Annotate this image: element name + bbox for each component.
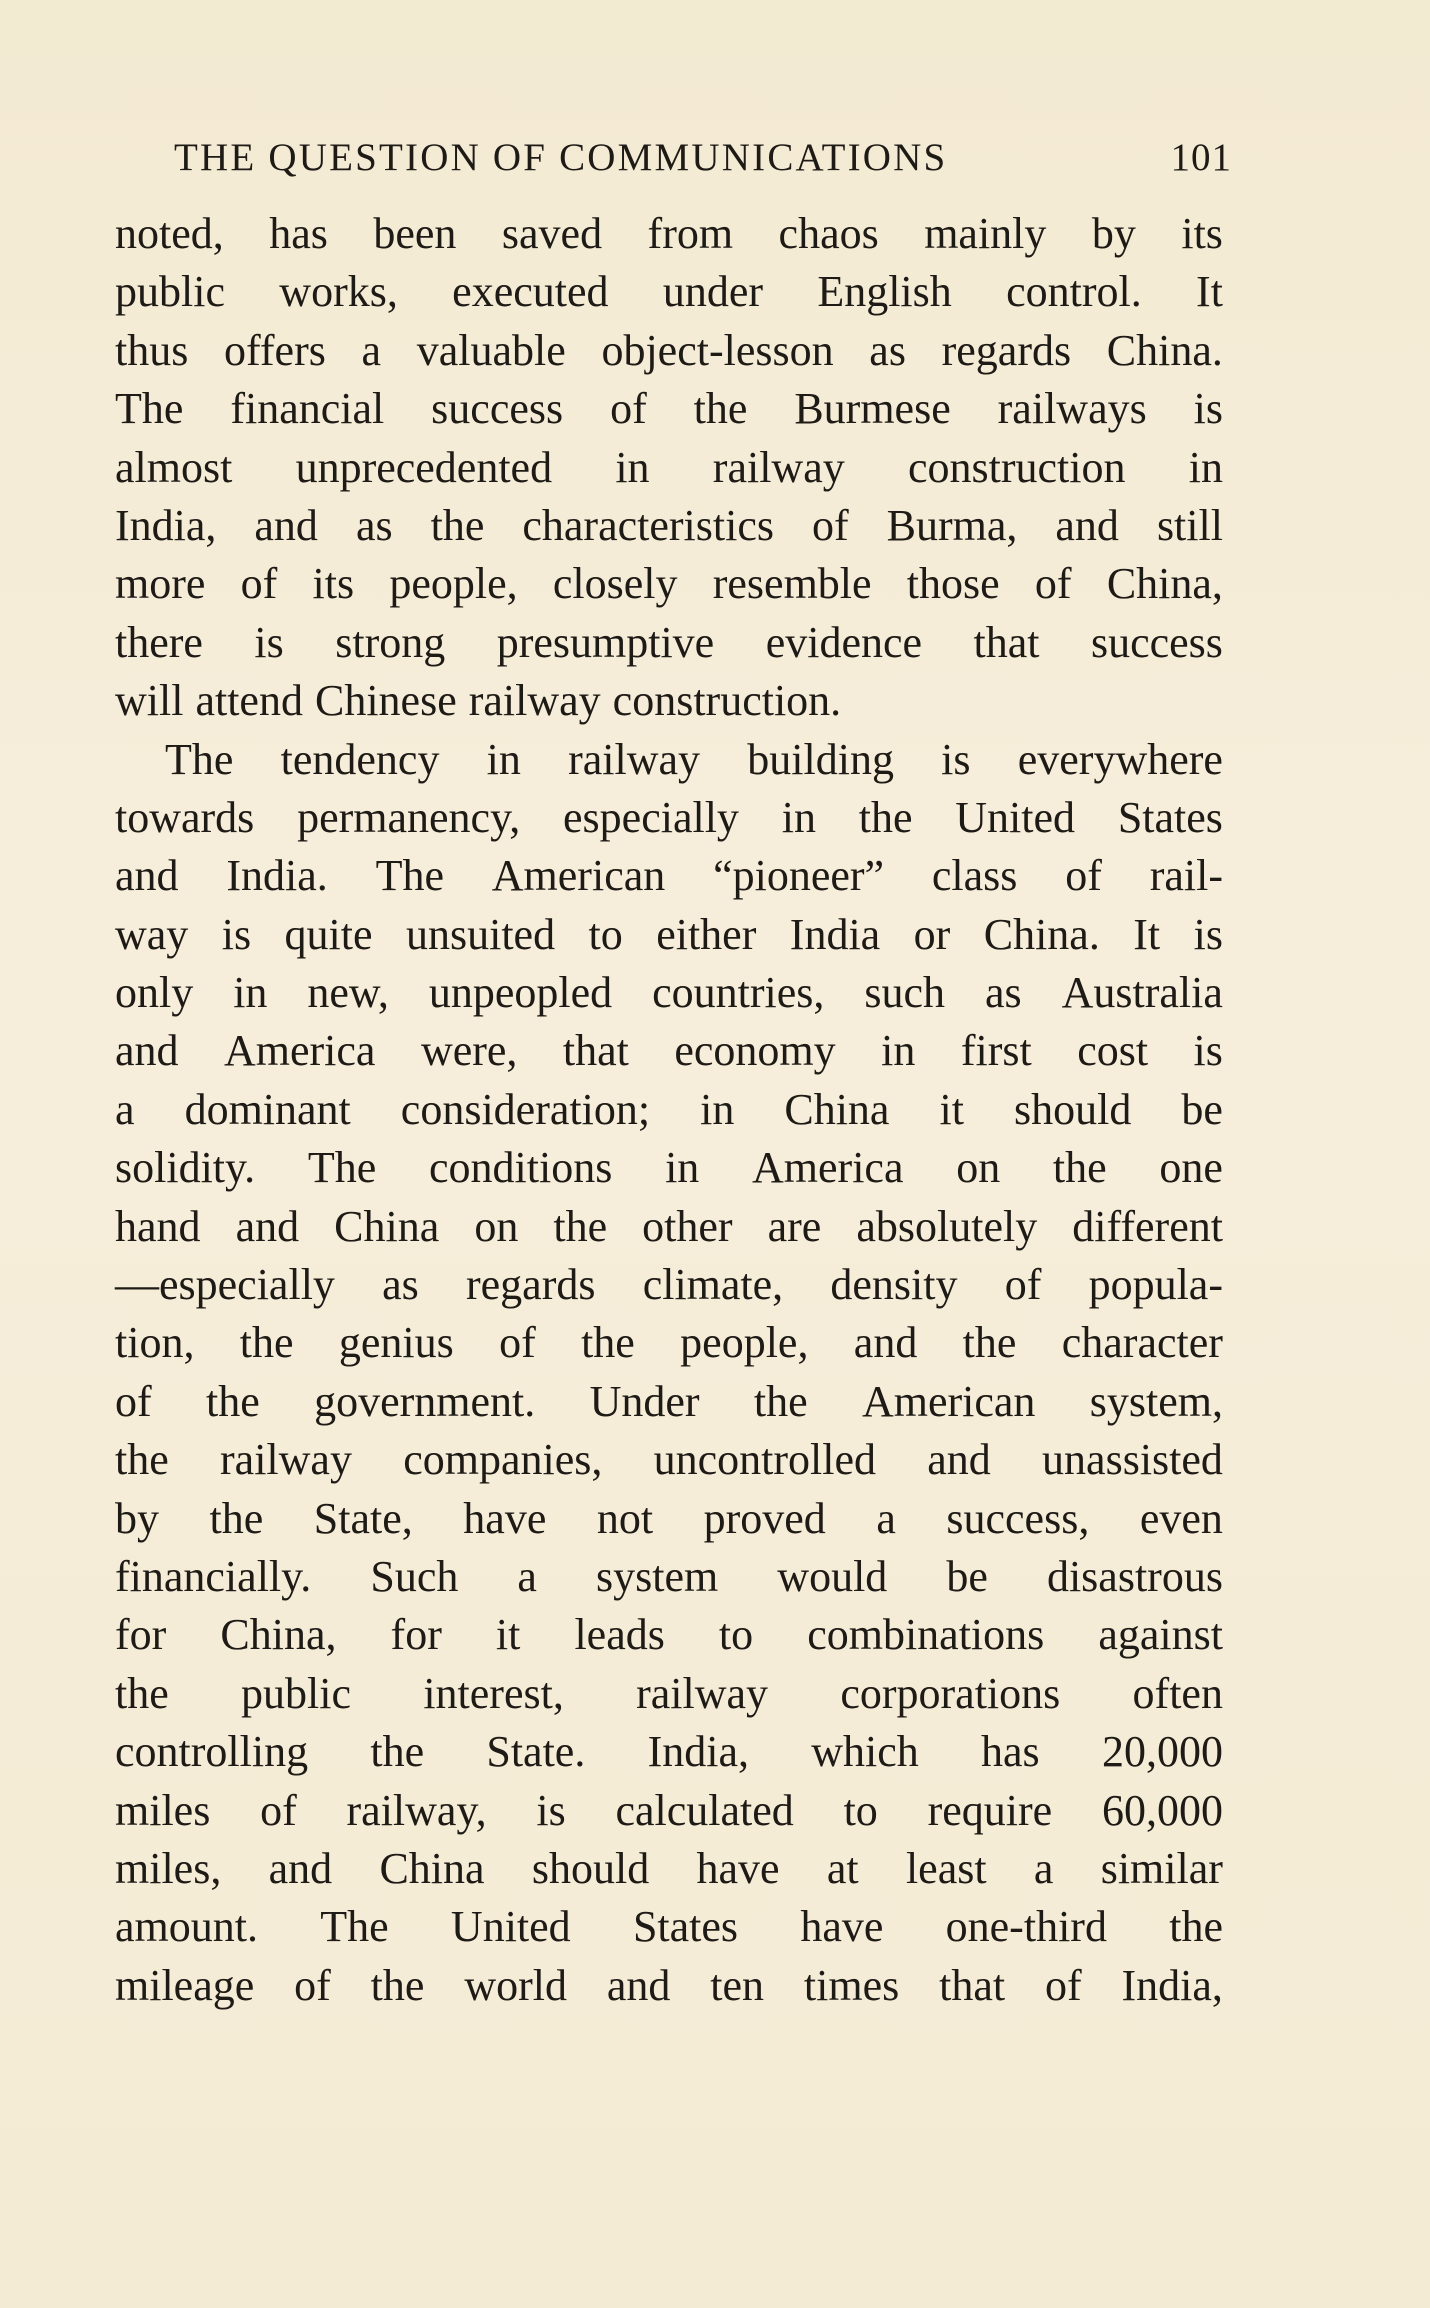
word: tendency [280, 734, 440, 784]
word: economy [674, 1026, 836, 1076]
word: is [536, 1785, 566, 1835]
word: China, [1106, 559, 1223, 609]
word: and [115, 1026, 179, 1076]
word: chaos [778, 209, 879, 258]
word: be [1181, 1084, 1223, 1134]
word: climate, [642, 1260, 784, 1310]
word: from [647, 209, 734, 258]
word: as [984, 968, 1022, 1018]
word: were, [420, 1026, 518, 1076]
word: should [531, 1843, 650, 1893]
word: China. [1106, 325, 1223, 375]
word: India, [1121, 1960, 1223, 2010]
word: it [495, 1610, 521, 1660]
word: the [430, 500, 485, 550]
word: calculated [615, 1785, 794, 1835]
word: dominant [184, 1084, 351, 1134]
word: Burma, [886, 500, 1018, 550]
word: It [1196, 267, 1223, 317]
word: of [610, 384, 647, 434]
word: railways [997, 384, 1147, 434]
text-line [115, 1723, 1223, 1781]
text-line [115, 731, 1223, 789]
word: controlling [115, 1727, 309, 1777]
word: such [864, 968, 946, 1018]
text-line [115, 1782, 1223, 1840]
word: the [693, 384, 748, 434]
word: India. [226, 851, 328, 901]
word: India [789, 909, 881, 959]
word: a [1033, 1843, 1054, 1893]
word: hand [115, 1201, 201, 1251]
word: on [474, 1201, 519, 1251]
word: evidence [765, 617, 923, 667]
word: The [115, 384, 184, 434]
word: of [499, 1318, 536, 1368]
word: one-third [945, 1902, 1107, 1952]
word: is [1193, 909, 1223, 959]
word: the [753, 1376, 808, 1426]
word: similar [1100, 1843, 1223, 1893]
word: financially. [115, 1551, 312, 1601]
word: The [165, 734, 234, 784]
word: mainly [924, 209, 1047, 258]
word: everywhere [1017, 734, 1223, 784]
word: by [115, 1493, 159, 1543]
word: which [811, 1727, 919, 1777]
word: of [115, 1376, 152, 1426]
text-line [115, 1898, 1223, 1956]
word: and [235, 1201, 300, 1251]
word: and [853, 1318, 918, 1368]
word: absolutely [856, 1201, 1038, 1251]
word: American [491, 851, 666, 901]
word: will [115, 676, 184, 726]
text-line [115, 906, 1223, 964]
word: construction. [612, 676, 842, 726]
word: India, [115, 500, 217, 550]
word: not [596, 1493, 654, 1543]
word: one [1159, 1143, 1223, 1193]
word: America [752, 1143, 904, 1193]
word: against [1098, 1610, 1223, 1660]
word: only [115, 968, 194, 1018]
text-line [115, 1081, 1223, 1139]
word: the [370, 1960, 425, 2010]
word: regards [941, 325, 1072, 375]
word: China. [983, 909, 1100, 959]
text-line [115, 1022, 1223, 1080]
word: at [826, 1843, 859, 1893]
word: valuable [416, 325, 566, 375]
word: either [656, 909, 757, 959]
word: in [233, 968, 268, 1018]
word: India, [647, 1727, 749, 1777]
word: miles [115, 1785, 211, 1835]
word: building [747, 734, 894, 784]
word: under [662, 267, 764, 317]
word: United [450, 1902, 571, 1952]
word: by [1091, 209, 1136, 258]
word: success [431, 384, 564, 434]
text-line [115, 1314, 1223, 1372]
word: Burmese [794, 384, 951, 434]
word: works, [279, 267, 398, 317]
word: of [1065, 851, 1102, 901]
word: closely [552, 559, 678, 609]
word: financial [230, 384, 385, 434]
word: of [811, 500, 849, 550]
word: strong [335, 617, 446, 667]
word: and [254, 500, 318, 550]
word: “pioneer” [713, 851, 885, 901]
word: is [221, 909, 252, 959]
word: Under [589, 1376, 700, 1426]
word: the [205, 1376, 260, 1426]
word: new, [307, 968, 389, 1018]
text-line [115, 1548, 1223, 1606]
text-line [115, 263, 1223, 321]
text-line [115, 497, 1223, 555]
text-line [115, 1139, 1223, 1197]
word: corporations [840, 1668, 1061, 1718]
word: genius [338, 1318, 454, 1368]
word: for [115, 1610, 167, 1660]
word: have [800, 1902, 884, 1952]
word: of [294, 1960, 331, 2010]
word: rail- [1149, 851, 1223, 901]
word: combinations [807, 1610, 1045, 1660]
running-head [174, 128, 1232, 188]
word: uncontrolled [653, 1435, 877, 1485]
word: people, [389, 559, 518, 609]
word: railway [468, 676, 601, 726]
word: have [696, 1843, 780, 1893]
word: conditions [429, 1143, 613, 1193]
word: unprecedented [295, 442, 553, 492]
word: are [767, 1201, 822, 1251]
word: is [1193, 384, 1223, 434]
word: unpeopled [428, 968, 613, 1018]
text-line [115, 847, 1223, 905]
word: cost [1077, 1026, 1149, 1076]
word: way [115, 909, 189, 959]
word: leads [574, 1610, 665, 1660]
word: it [939, 1084, 964, 1134]
chapter-title: THE QUESTION OF COMMUNICATIONS [174, 136, 948, 179]
word: 60,000 [1101, 1785, 1223, 1835]
word: is [254, 617, 284, 667]
word: or [913, 909, 951, 959]
word: towards [115, 792, 255, 842]
word: of [240, 559, 278, 609]
word: American [861, 1376, 1036, 1426]
word: noted, [115, 209, 224, 258]
word: to [588, 909, 623, 959]
text-line [115, 1490, 1223, 1548]
word: Australia [1061, 968, 1223, 1018]
word: United [955, 792, 1076, 842]
text-line [115, 1665, 1223, 1723]
word: The [320, 1902, 389, 1952]
word: first [960, 1026, 1032, 1076]
word: object-lesson [601, 325, 834, 375]
word: 20,000 [1101, 1727, 1223, 1777]
word: should [1013, 1084, 1132, 1134]
text-line [115, 1606, 1223, 1664]
word: popula- [1088, 1260, 1223, 1310]
word: railway [568, 734, 701, 784]
word: The [375, 851, 444, 901]
word: ten [710, 1960, 765, 2010]
word: and [1055, 500, 1119, 550]
word: the [1052, 1143, 1107, 1193]
word: that [562, 1026, 629, 1076]
word: English [817, 267, 952, 317]
word: has [269, 209, 328, 258]
word: Chinese [314, 676, 457, 726]
word: mileage [115, 1960, 255, 2010]
word: railway, [346, 1785, 487, 1835]
word: character [1061, 1318, 1223, 1368]
word: different [1072, 1201, 1223, 1251]
text-line [115, 555, 1223, 613]
word: and [927, 1435, 991, 1485]
word: those [906, 559, 1000, 609]
word: its [1181, 209, 1223, 258]
word: America [224, 1026, 376, 1076]
text-line [115, 672, 1223, 730]
word: government. [314, 1376, 536, 1426]
word: and [606, 1960, 671, 2010]
word: least [905, 1843, 987, 1893]
word: a [115, 1084, 135, 1134]
word: Such [370, 1551, 459, 1601]
word: quite [284, 909, 373, 959]
word: China [334, 1201, 440, 1251]
text-line [115, 1373, 1223, 1431]
word: in [781, 792, 816, 842]
word: It [1133, 909, 1161, 959]
word: States [632, 1902, 739, 1952]
word: the [115, 1435, 169, 1485]
word: a [361, 325, 382, 375]
word: to [718, 1610, 754, 1660]
word: almost [115, 442, 233, 492]
word: State, [313, 1493, 413, 1543]
word: control. [1006, 267, 1142, 317]
word: for [390, 1610, 442, 1660]
word: thus [115, 325, 189, 375]
text-line [115, 1957, 1223, 2015]
word: amount. [115, 1902, 258, 1952]
word: executed [452, 267, 609, 317]
body-text [115, 205, 1223, 2015]
word: in [1188, 442, 1223, 492]
word: that [973, 617, 1040, 667]
word: saved [501, 209, 603, 258]
word: The [307, 1143, 377, 1193]
word: solidity. [115, 1143, 256, 1193]
text-line [115, 205, 1223, 263]
word: the [370, 1727, 425, 1777]
word: in [486, 734, 521, 784]
word: the [115, 1668, 169, 1718]
word: of [1004, 1260, 1042, 1310]
word: public [115, 267, 225, 317]
word: system, [1089, 1376, 1223, 1426]
word: regards [465, 1260, 596, 1310]
text-line [115, 439, 1223, 497]
word: and [268, 1843, 333, 1893]
text-line [115, 1431, 1223, 1489]
word: countries, [652, 968, 825, 1018]
word: —especially [115, 1260, 335, 1310]
word: a [517, 1551, 537, 1601]
word: China [784, 1084, 890, 1134]
text-line [115, 1198, 1223, 1256]
word: in [615, 442, 650, 492]
word: and [115, 851, 179, 901]
word: as [869, 325, 906, 375]
word: unassisted [1042, 1435, 1223, 1485]
word: tion, [115, 1318, 195, 1368]
word: China [379, 1843, 485, 1893]
word: is [1193, 1026, 1223, 1076]
word: in [665, 1143, 700, 1193]
word: unsuited [405, 909, 556, 959]
word: been [373, 209, 457, 258]
word: in [881, 1026, 916, 1076]
word: attend [195, 676, 303, 726]
word: interest, [423, 1668, 564, 1718]
word: of [1034, 559, 1072, 609]
word: be [946, 1551, 988, 1601]
word: times [803, 1960, 900, 2010]
word: as [355, 500, 393, 550]
word: that [939, 1960, 1006, 2010]
word: the [962, 1318, 1017, 1368]
word: the [553, 1201, 608, 1251]
word: would [777, 1551, 888, 1601]
word: other [642, 1201, 733, 1251]
word: often [1132, 1668, 1223, 1718]
word: presumptive [496, 617, 715, 667]
word: is [941, 734, 971, 784]
text-line [115, 964, 1223, 1022]
word: as [382, 1260, 419, 1310]
word: State. [486, 1727, 586, 1777]
word: disastrous [1046, 1551, 1223, 1601]
word: construction [907, 442, 1126, 492]
text-line [115, 789, 1223, 847]
word: companies, [403, 1435, 603, 1485]
text-line [115, 1256, 1223, 1314]
word: the [581, 1318, 635, 1368]
word: class [931, 851, 1018, 901]
word: the [858, 792, 913, 842]
word: consideration; [400, 1084, 651, 1134]
word: of [1044, 1960, 1082, 2010]
word: there [115, 617, 203, 667]
word: its [312, 559, 355, 609]
word: the [1169, 1902, 1223, 1952]
word: has [981, 1727, 1040, 1777]
word: China, [220, 1610, 337, 1660]
word: proved [703, 1493, 826, 1543]
word: especially [563, 792, 739, 842]
word: to [843, 1785, 878, 1835]
page-number: 101 [1170, 136, 1232, 179]
word: railway [636, 1668, 769, 1718]
word: have [463, 1493, 547, 1543]
word: miles, [115, 1843, 222, 1893]
word: density [830, 1260, 958, 1310]
text-line [115, 380, 1223, 438]
word: success [1090, 617, 1223, 667]
word: resemble [712, 559, 872, 609]
word: offers [224, 325, 326, 375]
word: a [876, 1493, 896, 1543]
word: railway [712, 442, 845, 492]
word: the [239, 1318, 294, 1368]
word: even [1139, 1493, 1223, 1543]
word: of [260, 1785, 297, 1835]
text-line [115, 322, 1223, 380]
word: public [241, 1668, 352, 1718]
word: on [956, 1143, 1001, 1193]
word: permanency, [297, 792, 521, 842]
word: the [209, 1493, 264, 1543]
word: people, [680, 1318, 809, 1368]
text-line [115, 614, 1223, 672]
word: States [1117, 792, 1223, 842]
word: in [700, 1084, 735, 1134]
word: require [927, 1785, 1053, 1835]
word: system [596, 1551, 719, 1601]
text-line [115, 1840, 1223, 1898]
word: more [115, 559, 206, 609]
word: success, [946, 1493, 1090, 1543]
word: characteristics [522, 500, 774, 550]
word: world [464, 1960, 567, 2010]
word: railway [220, 1435, 352, 1485]
word: still [1156, 500, 1223, 550]
